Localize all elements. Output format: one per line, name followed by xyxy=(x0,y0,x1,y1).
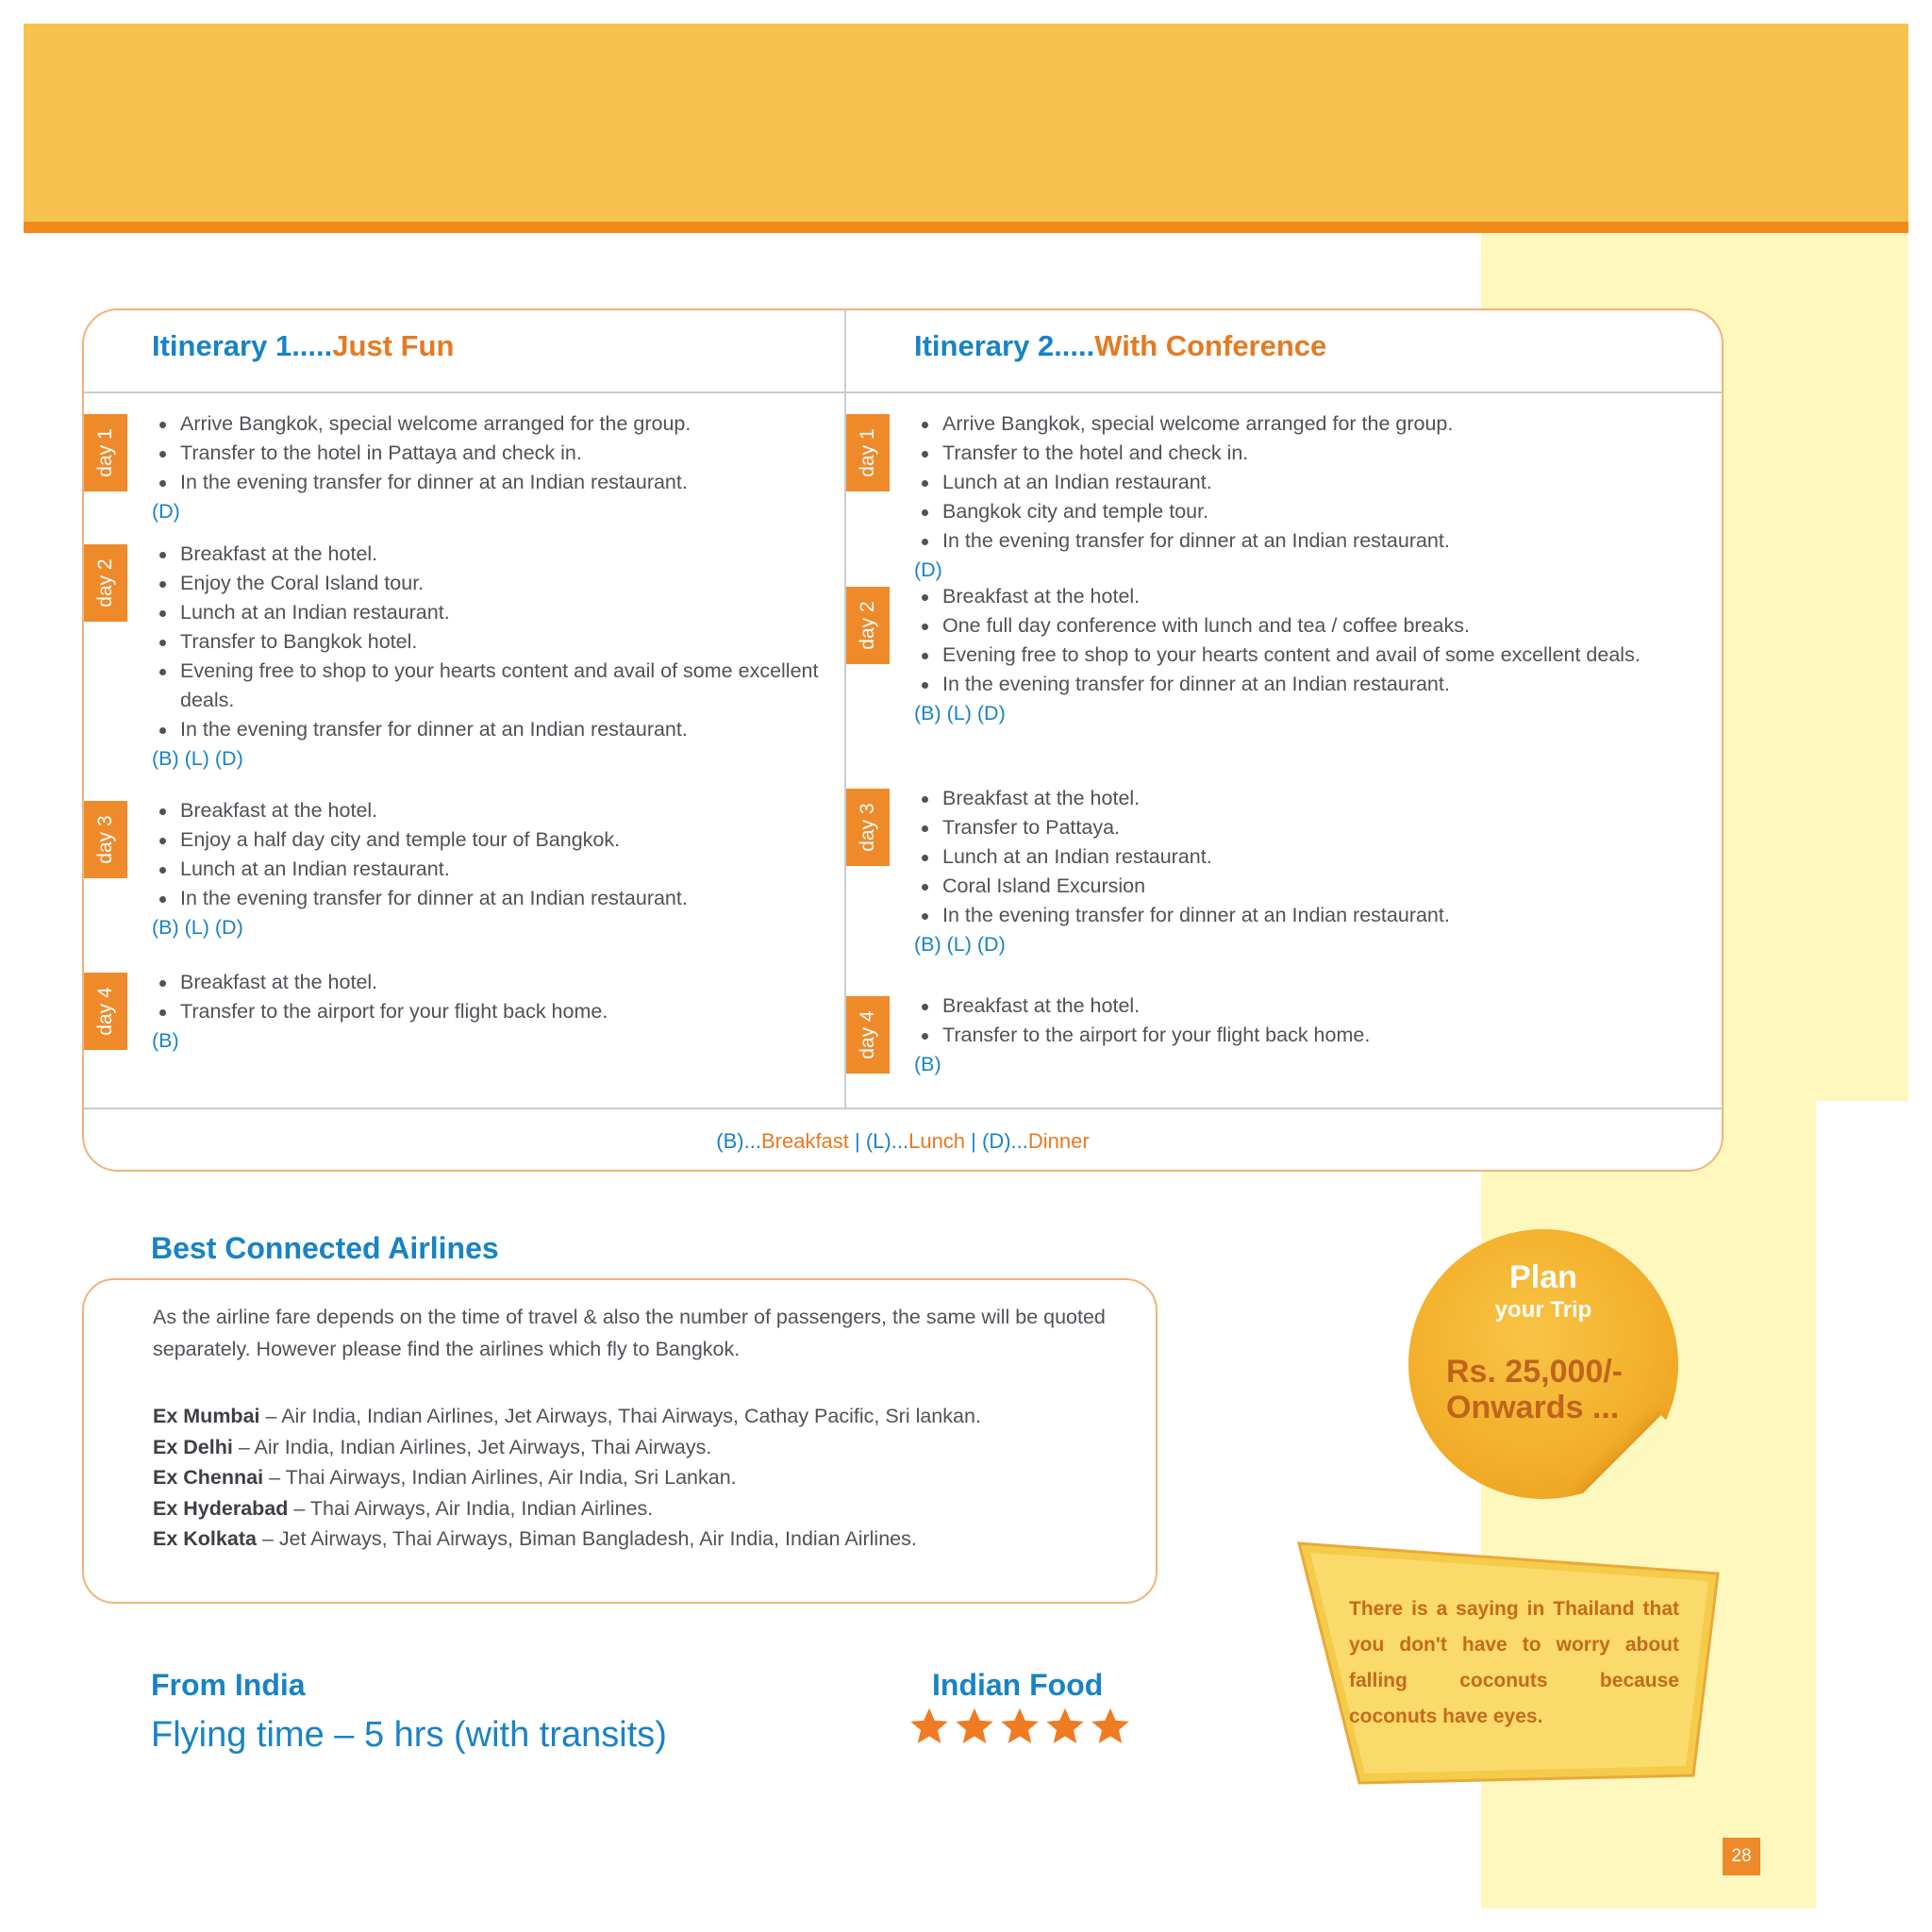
list-item: Enjoy a half day city and temple tour of Bangkok. xyxy=(152,825,844,855)
day-label: day 1 xyxy=(857,428,878,477)
food-rating xyxy=(908,1706,1131,1747)
list-item: Evening free to shop to your hearts content and avail of some excellent deals. xyxy=(914,641,1724,670)
day-tab xyxy=(846,414,890,491)
airline-route xyxy=(153,1462,1134,1493)
route-airlines: – Air India, Indian Airlines, Jet Airways, Thai Airways. xyxy=(232,1435,712,1458)
list-item: Transfer to the hotel in Pattaya and check in. xyxy=(152,439,844,468)
day-meals: (B) (L) (D) xyxy=(152,747,243,770)
list-item: Transfer to the airport for your flight back home. xyxy=(152,997,844,1026)
airlines-box xyxy=(82,1278,1158,1604)
list-item: Lunch at an Indian restaurant. xyxy=(914,842,1724,872)
list-item: Transfer to Bangkok hotel. xyxy=(152,627,844,657)
day-activities xyxy=(84,540,844,744)
itinerary-2-title: Itinerary 2.....With Conference xyxy=(914,329,1327,362)
list-item: Breakfast at the hotel. xyxy=(914,991,1724,1021)
day-meals: (B) (L) (D) xyxy=(914,702,1006,724)
day-activities xyxy=(846,409,1724,556)
route-airlines: – Thai Airways, Indian Airlines, Air India, Sri Lankan. xyxy=(263,1466,737,1489)
list-item: Arrive Bangkok, special welcome arranged for the group. xyxy=(914,409,1724,439)
day-tab xyxy=(84,973,127,1050)
list-item: Breakfast at the hotel. xyxy=(152,796,844,825)
day-meals: (B) xyxy=(914,1053,941,1075)
day-tab xyxy=(84,801,127,878)
indian-food-title: Indian Food xyxy=(932,1668,1104,1702)
day-block xyxy=(846,582,1724,728)
day-activities xyxy=(846,784,1724,930)
top-banner xyxy=(24,24,1908,222)
day-meals: (B) (L) (D) xyxy=(914,933,1006,956)
banner-underline xyxy=(24,222,1908,233)
airline-route xyxy=(153,1401,1134,1432)
day-meals: (D) xyxy=(914,558,942,581)
day-activities xyxy=(84,409,844,497)
title-divider xyxy=(84,391,844,393)
day-label: day 2 xyxy=(857,601,878,650)
day-meals: (B) xyxy=(152,1029,179,1052)
day-tab xyxy=(84,544,127,622)
route-airlines: – Air India, Indian Airlines, Jet Airways, Thai Airways, Cathay Pacific, Sri lankan. xyxy=(259,1405,981,1427)
quote-note xyxy=(1297,1540,1722,1787)
title-divider xyxy=(846,391,1724,393)
plan-your-trip-badge xyxy=(1408,1229,1678,1499)
airlines-list xyxy=(153,1401,1134,1555)
route-origin: Ex Mumbai xyxy=(153,1405,260,1427)
page-number: 28 xyxy=(1723,1838,1760,1875)
legend-divider xyxy=(84,1108,1722,1109)
plan-subtitle: your Trip xyxy=(1494,1297,1592,1323)
star-icon xyxy=(908,1706,950,1747)
itinerary-1-column xyxy=(84,310,846,1108)
day-block xyxy=(846,784,1724,959)
list-item: In the evening transfer for dinner at an Indian restaurant. xyxy=(914,670,1724,699)
meal-legend: (B)...Breakfast | (L)...Lunch | (D)...Dinner xyxy=(716,1129,1090,1153)
list-item: Transfer to the airport for your flight back home. xyxy=(914,1021,1724,1050)
list-item: Enjoy the Coral Island tour. xyxy=(152,569,844,598)
list-item: In the evening transfer for dinner at an Indian restaurant. xyxy=(914,901,1724,930)
day-activities xyxy=(846,582,1724,699)
flying-time: Flying time – 5 hrs (with transits) xyxy=(151,1715,667,1755)
airline-route xyxy=(153,1524,1134,1555)
star-icon xyxy=(1044,1706,1086,1747)
list-item: Transfer to Pattaya. xyxy=(914,813,1724,842)
day-block xyxy=(846,991,1724,1079)
airline-route xyxy=(153,1432,1134,1463)
list-item: Transfer to the hotel and check in. xyxy=(914,439,1724,468)
star-icon xyxy=(1090,1706,1131,1747)
day-activities xyxy=(846,991,1724,1050)
route-origin: Ex Chennai xyxy=(153,1466,264,1489)
day-label: day 2 xyxy=(94,558,116,608)
list-item: Lunch at an Indian restaurant. xyxy=(914,468,1724,497)
page-curl xyxy=(1581,1415,1678,1499)
from-india-title: From India xyxy=(151,1668,306,1702)
route-origin: Ex Kolkata xyxy=(153,1527,257,1550)
list-item: Breakfast at the hotel. xyxy=(914,582,1724,611)
itinerary-1-title: Itinerary 1.....Just Fun xyxy=(152,329,455,362)
list-item: Arrive Bangkok, special welcome arranged for the group. xyxy=(152,409,844,439)
airlines-title: Best Connected Airlines xyxy=(151,1231,499,1265)
list-item: Breakfast at the hotel. xyxy=(152,540,844,569)
day-block xyxy=(846,409,1724,585)
route-origin: Ex Delhi xyxy=(153,1435,233,1458)
day-block xyxy=(84,796,844,942)
list-item: In the evening transfer for dinner at an Indian restaurant. xyxy=(152,715,844,744)
day-activities xyxy=(84,796,844,913)
day-tab xyxy=(84,414,127,491)
list-item: In the evening transfer for dinner at an Indian restaurant. xyxy=(152,468,844,497)
day-block xyxy=(84,540,844,774)
list-item: Bangkok city and temple tour. xyxy=(914,497,1724,526)
itinerary-2-column xyxy=(846,310,1724,1108)
list-item: Lunch at an Indian restaurant. xyxy=(152,855,844,884)
side-strip-extension xyxy=(1816,233,1908,1101)
day-tab xyxy=(846,996,890,1074)
day-label: day 4 xyxy=(857,1010,878,1059)
day-label: day 4 xyxy=(94,987,116,1036)
day-tab xyxy=(846,587,890,664)
list-item: Breakfast at the hotel. xyxy=(914,784,1724,813)
day-block xyxy=(84,968,844,1056)
airline-route xyxy=(153,1493,1134,1524)
route-airlines: – Thai Airways, Air India, Indian Airlines. xyxy=(288,1496,654,1520)
star-icon xyxy=(954,1706,995,1747)
star-icon xyxy=(999,1706,1041,1747)
day-activities xyxy=(84,968,844,1026)
plan-price: Rs. 25,000/- Onwards ... xyxy=(1446,1354,1624,1425)
day-label: day 3 xyxy=(94,815,116,864)
day-label: day 1 xyxy=(94,428,116,477)
list-item: Breakfast at the hotel. xyxy=(152,968,844,997)
quote-text: There is a saying in Thailand that you don't have to worry about falling coconuts because coconuts have eyes. xyxy=(1349,1598,1679,1727)
itinerary-box xyxy=(82,308,1724,1172)
route-origin: Ex Hyderabad xyxy=(153,1496,289,1520)
list-item: In the evening transfer for dinner at an Indian restaurant. xyxy=(914,526,1724,556)
plan-title: Plan xyxy=(1509,1259,1577,1295)
day-block xyxy=(84,409,844,526)
list-item: One full day conference with lunch and tea / coffee breaks. xyxy=(914,611,1724,641)
day-meals: (D) xyxy=(152,500,180,523)
day-meals: (B) (L) (D) xyxy=(152,916,243,939)
airlines-intro: As the airline fare depends on the time of travel & also the number of passengers, the same will be quoted separately. However please find the airlines which fly to Bangkok. xyxy=(153,1306,1106,1360)
list-item: Coral Island Excursion xyxy=(914,872,1724,901)
list-item: Evening free to shop to your hearts content and avail of some excellent deals. xyxy=(152,657,844,715)
list-item: Lunch at an Indian restaurant. xyxy=(152,598,844,627)
day-label: day 3 xyxy=(857,803,878,852)
day-tab xyxy=(846,789,890,866)
route-airlines: – Jet Airways, Thai Airways, Biman Bangladesh, Air India, Indian Airlines. xyxy=(256,1527,917,1550)
list-item: In the evening transfer for dinner at an Indian restaurant. xyxy=(152,884,844,913)
